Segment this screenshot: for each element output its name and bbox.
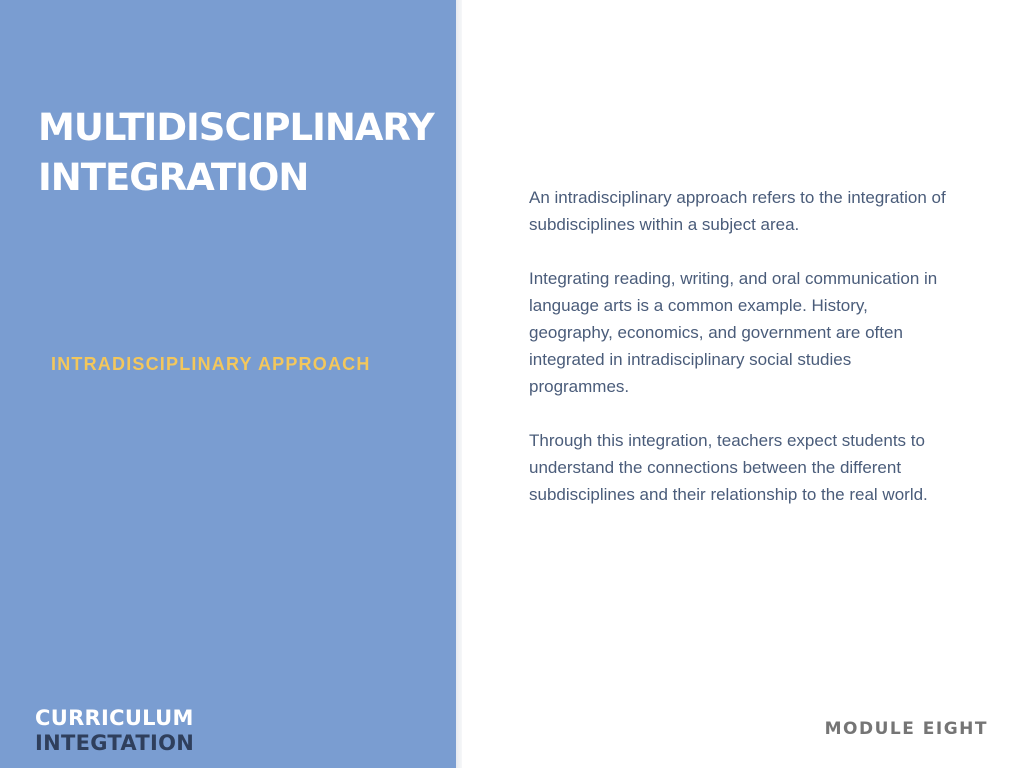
content-body [529,184,949,535]
slide-title-line2: INTEGRATION [38,156,309,199]
module-label: MODULE EIGHT [824,719,988,739]
paragraph-examples: Integrating reading, writing, and oral communication in language arts is a common example. History, geography, economics, and government are often integrated in intradisciplinary social studies programmes. [529,269,938,396]
course-brand-line2: INTEGTATION [35,731,195,755]
paragraph-expectations: Through this integration, teachers expect students to understand the connections between the different subdisciplines and their relationship to the real world. [529,431,928,504]
course-brand-line1: CURRICULUM [35,706,194,730]
left-panel [0,0,456,768]
slide-title [38,103,448,203]
slide-title-line1: MULTIDISCIPLINARY [38,106,434,149]
slide-subtitle: INTRADISCIPLINARY APPROACH [51,354,371,374]
course-brand [35,706,194,756]
paragraph-definition: An intradisciplinary approach refers to the integration of subdisciplines within a subject area. [529,188,946,234]
panel-divider [456,0,462,768]
